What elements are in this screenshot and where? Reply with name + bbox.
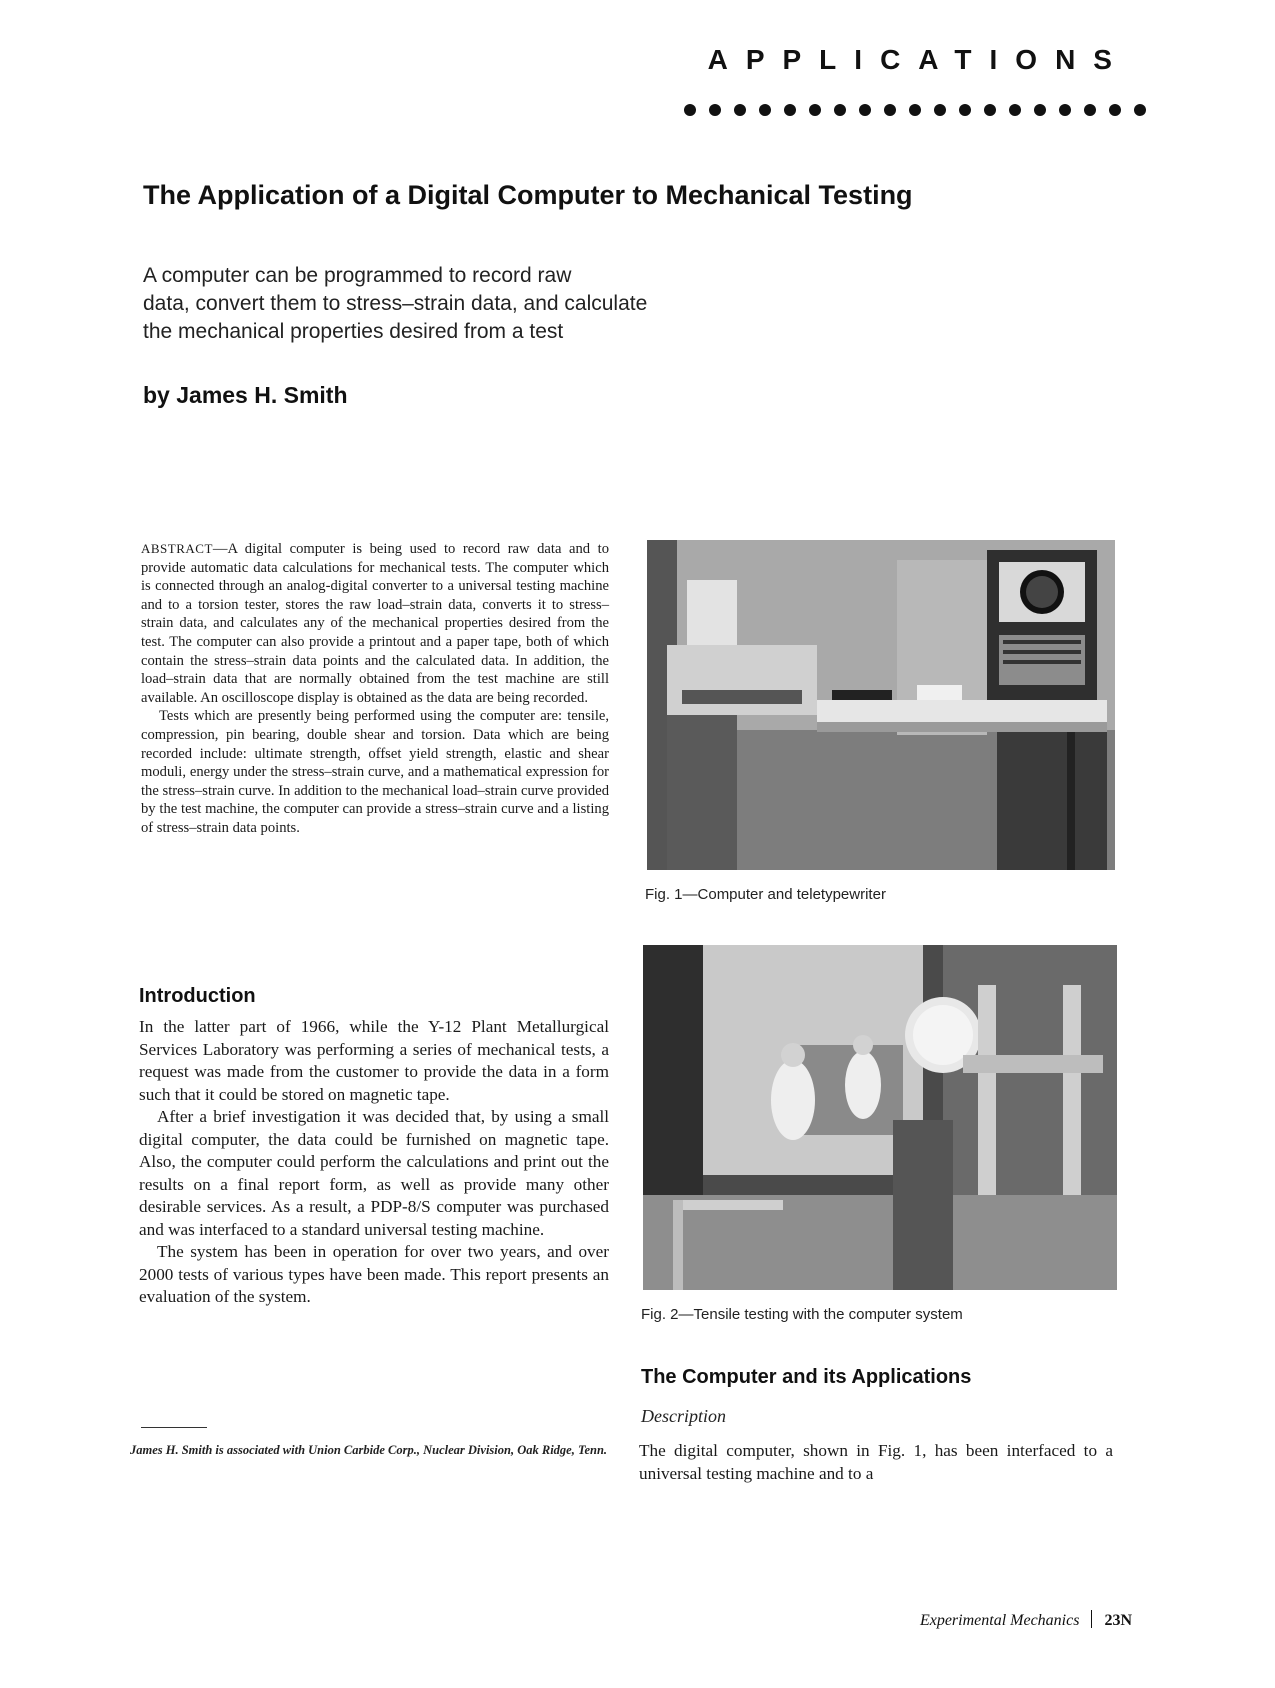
subtitle-line: A computer can be programmed to record raw	[143, 264, 572, 287]
abstract-paragraph	[141, 540, 609, 707]
abstract-dash: —	[212, 541, 228, 557]
page-number: 23N	[1104, 1612, 1132, 1629]
footer-separator	[1091, 1610, 1092, 1628]
subtitle-line: the mechanical properties desired from a test	[143, 320, 564, 343]
decorative-dot	[934, 104, 946, 116]
footnote-rule	[141, 1427, 207, 1428]
article-title: The Application of a Digital Computer to Mechanical Testing	[143, 180, 913, 210]
author-footnote: James H. Smith is associated with Union Carbide Corp., Nuclear Division, Oak Ridge, Tenn.	[130, 1443, 608, 1457]
subsection-heading: Description	[641, 1406, 726, 1426]
article-subtitle	[143, 262, 703, 346]
introduction-heading: Introduction	[139, 985, 256, 1007]
section-body	[639, 1440, 1113, 1485]
running-footer	[850, 1610, 1132, 1630]
decorative-dot	[1059, 104, 1071, 116]
decorative-dot	[909, 104, 921, 116]
decorative-dot	[859, 104, 871, 116]
decorative-dot	[734, 104, 746, 116]
section-heading: The Computer and its Applications	[641, 1366, 972, 1388]
body-paragraph: After a brief investigation it was decided that, by using a small digital computer, the data could be furnished on magnetic tape. Also, the computer could perform the calculations and print out the results on a final report form, as well as provide many other desirable services. As a result, a PDP-8/S computer was purchased and was interfaced to a standard universal testing machine.	[139, 1107, 609, 1239]
body-paragraph: The system has been in operation for over two years, and over 2000 tests of various types have been made. This report presents an evaluation of the system.	[139, 1242, 609, 1306]
journal-name: Experimental Mechanics	[919, 1612, 1080, 1629]
decorative-dot	[884, 104, 896, 116]
abstract	[141, 540, 609, 838]
decorative-dot	[984, 104, 996, 116]
decorative-dot	[759, 104, 771, 116]
decorative-dot	[684, 104, 696, 116]
abstract-label: ABSTRACT	[141, 541, 213, 556]
section-header: APPLICATIONS	[707, 44, 1130, 75]
decorative-dot-row	[684, 104, 1146, 118]
author-byline: by James H. Smith	[143, 382, 348, 408]
decorative-dot	[1034, 104, 1046, 116]
abstract-text: A digital computer is being used to record raw data and to provide automatic data calculations for mechanical tests. The computer which is connected through an analog-digital converter to a universal testing machine and to a torsion tester, stores the raw load–strain data, converts it to stress–strain data, and calculates any of the mechanical properties desired from the test. The computer can also provide a printout and a paper tape, both of which contain the stress–strain data points and the calculated data. In addition, the load–strain data that are normally obtained from the test machine are still available. An oscilloscope display is obtained as the data are being recorded.	[141, 541, 609, 706]
decorative-dot	[1009, 104, 1021, 116]
decorative-dot	[1134, 104, 1146, 116]
figure-1-photo	[647, 540, 1115, 870]
body-paragraph: In the latter part of 1966, while the Y-12 Plant Metallurgical Services Laboratory was performing a series of mechanical tests, a request was made from the customer to provide the data in a form such that it could be stored on magnetic tape.	[139, 1017, 609, 1104]
decorative-dot	[834, 104, 846, 116]
figure-2-caption: Fig. 2—Tensile testing with the computer system	[641, 1306, 963, 1323]
decorative-dot	[809, 104, 821, 116]
body-paragraph: The digital computer, shown in Fig. 1, has been interfaced to a universal testing machine and to a	[639, 1441, 1113, 1483]
decorative-dot	[959, 104, 971, 116]
decorative-dot	[1084, 104, 1096, 116]
figure-1-caption: Fig. 1—Computer and teletypewriter	[645, 886, 886, 903]
introduction-body	[139, 1016, 609, 1309]
figure-2-photo	[643, 945, 1117, 1290]
decorative-dot	[1109, 104, 1121, 116]
abstract-paragraph: Tests which are presently being performed using the computer are: tensile, compression, pin bearing, double shear and torsion. Data which are being recorded include: ultimate strength, offset yield strength, elastic and shear moduli, energy under the stress–strain curve, and a mathematical expression for the stress–strain curve. In addition to the mechanical load–strain curve provided by the test machine, the computer can provide a stress–strain curve and a listing of stress–strain data points.	[141, 708, 609, 836]
subtitle-line: data, convert them to stress–strain data, and calculate	[143, 292, 648, 315]
decorative-dot	[784, 104, 796, 116]
decorative-dot	[709, 104, 721, 116]
